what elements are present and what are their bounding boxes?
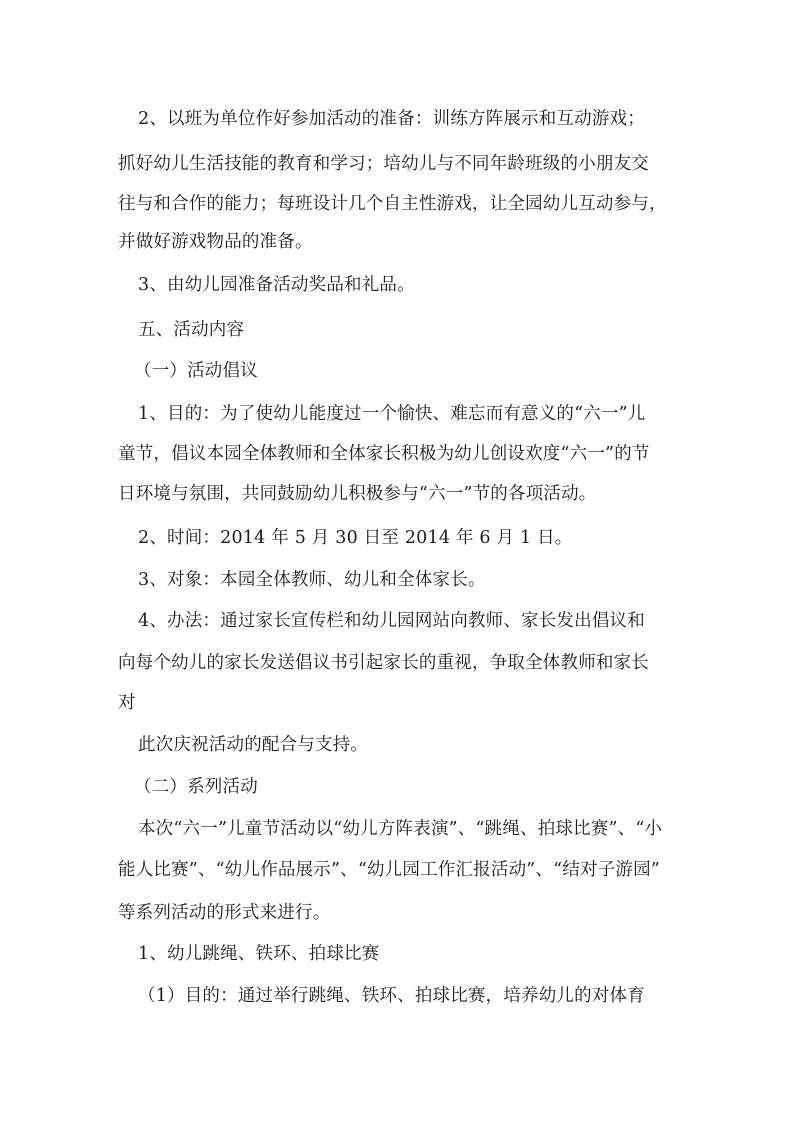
paragraph-continuation: 往与和合作的能力；每班设计几个自主性游戏，让全园幼儿互动参与， xyxy=(118,194,667,214)
paragraph-continuation: 向每个幼儿的家长发送倡议书引起家长的重视，争取全体教师和家长 xyxy=(118,653,649,673)
paragraph-continuation: 童节，倡议本园全体教师和全体家长积极为幼儿创设欢度“六一”的节 xyxy=(118,444,650,464)
paragraph-1-purpose: 1、目的：为了使幼儿能度过一个愉快、难忘而有意义的“六一”儿 xyxy=(138,404,646,424)
paragraph-continuation: 对 xyxy=(118,693,136,713)
paragraph-3-prizes: 3、由幼儿园准备活动奖品和礼品。 xyxy=(138,275,415,295)
subsection-heading-series: （二）系列活动 xyxy=(134,777,258,797)
paragraph-continuation: 日环境与氛围，共同鼓励幼儿积极参与“六一”节的各项活动。 xyxy=(118,484,597,504)
paragraph-continuation: 等系列活动的形式来进行。 xyxy=(118,903,331,923)
section-heading-activity-content: 五、活动内容 xyxy=(138,320,245,340)
subsection-heading-initiative: （一）活动倡议 xyxy=(134,361,258,381)
paragraph-continuation: 并做好游戏物品的准备。 xyxy=(118,232,313,252)
paragraph-continuation: 此次庆祝活动的配合与支持。 xyxy=(138,735,369,755)
paragraph-2-preparation: 2、以班为单位作好参加活动的准备：训练方阵展示和互动游戏； xyxy=(138,109,645,129)
paragraph-4-method: 4、办法：通过家长宣传栏和幼儿园网站向教师、家长发出倡议和 xyxy=(138,611,645,631)
paragraph-continuation: 抓好幼儿生活技能的教育和学习；培幼儿与不同年龄班级的小朋友交 xyxy=(118,154,649,174)
paragraph-series-intro: 本次“六一”儿童节活动以“幼儿方阵表演”、“跳绳、拍球比赛”、“小 xyxy=(138,819,663,839)
paragraph-2-time: 2、时间：2014 年 5 月 30 日至 2014 年 6 月 1 日。 xyxy=(138,528,573,548)
paragraph-competition-purpose: （1）目的：通过举行跳绳、铁环、拍球比赛，培养幼儿的对体育 xyxy=(138,986,645,1006)
item-heading-competition: 1、幼儿跳绳、铁环、拍球比赛 xyxy=(138,944,380,964)
paragraph-3-audience: 3、对象：本园全体教师、幼儿和全体家长。 xyxy=(138,570,486,590)
paragraph-continuation: 能人比赛”、“幼儿作品展示”、“幼儿园工作汇报活动”、“结对子游园” xyxy=(118,860,660,880)
